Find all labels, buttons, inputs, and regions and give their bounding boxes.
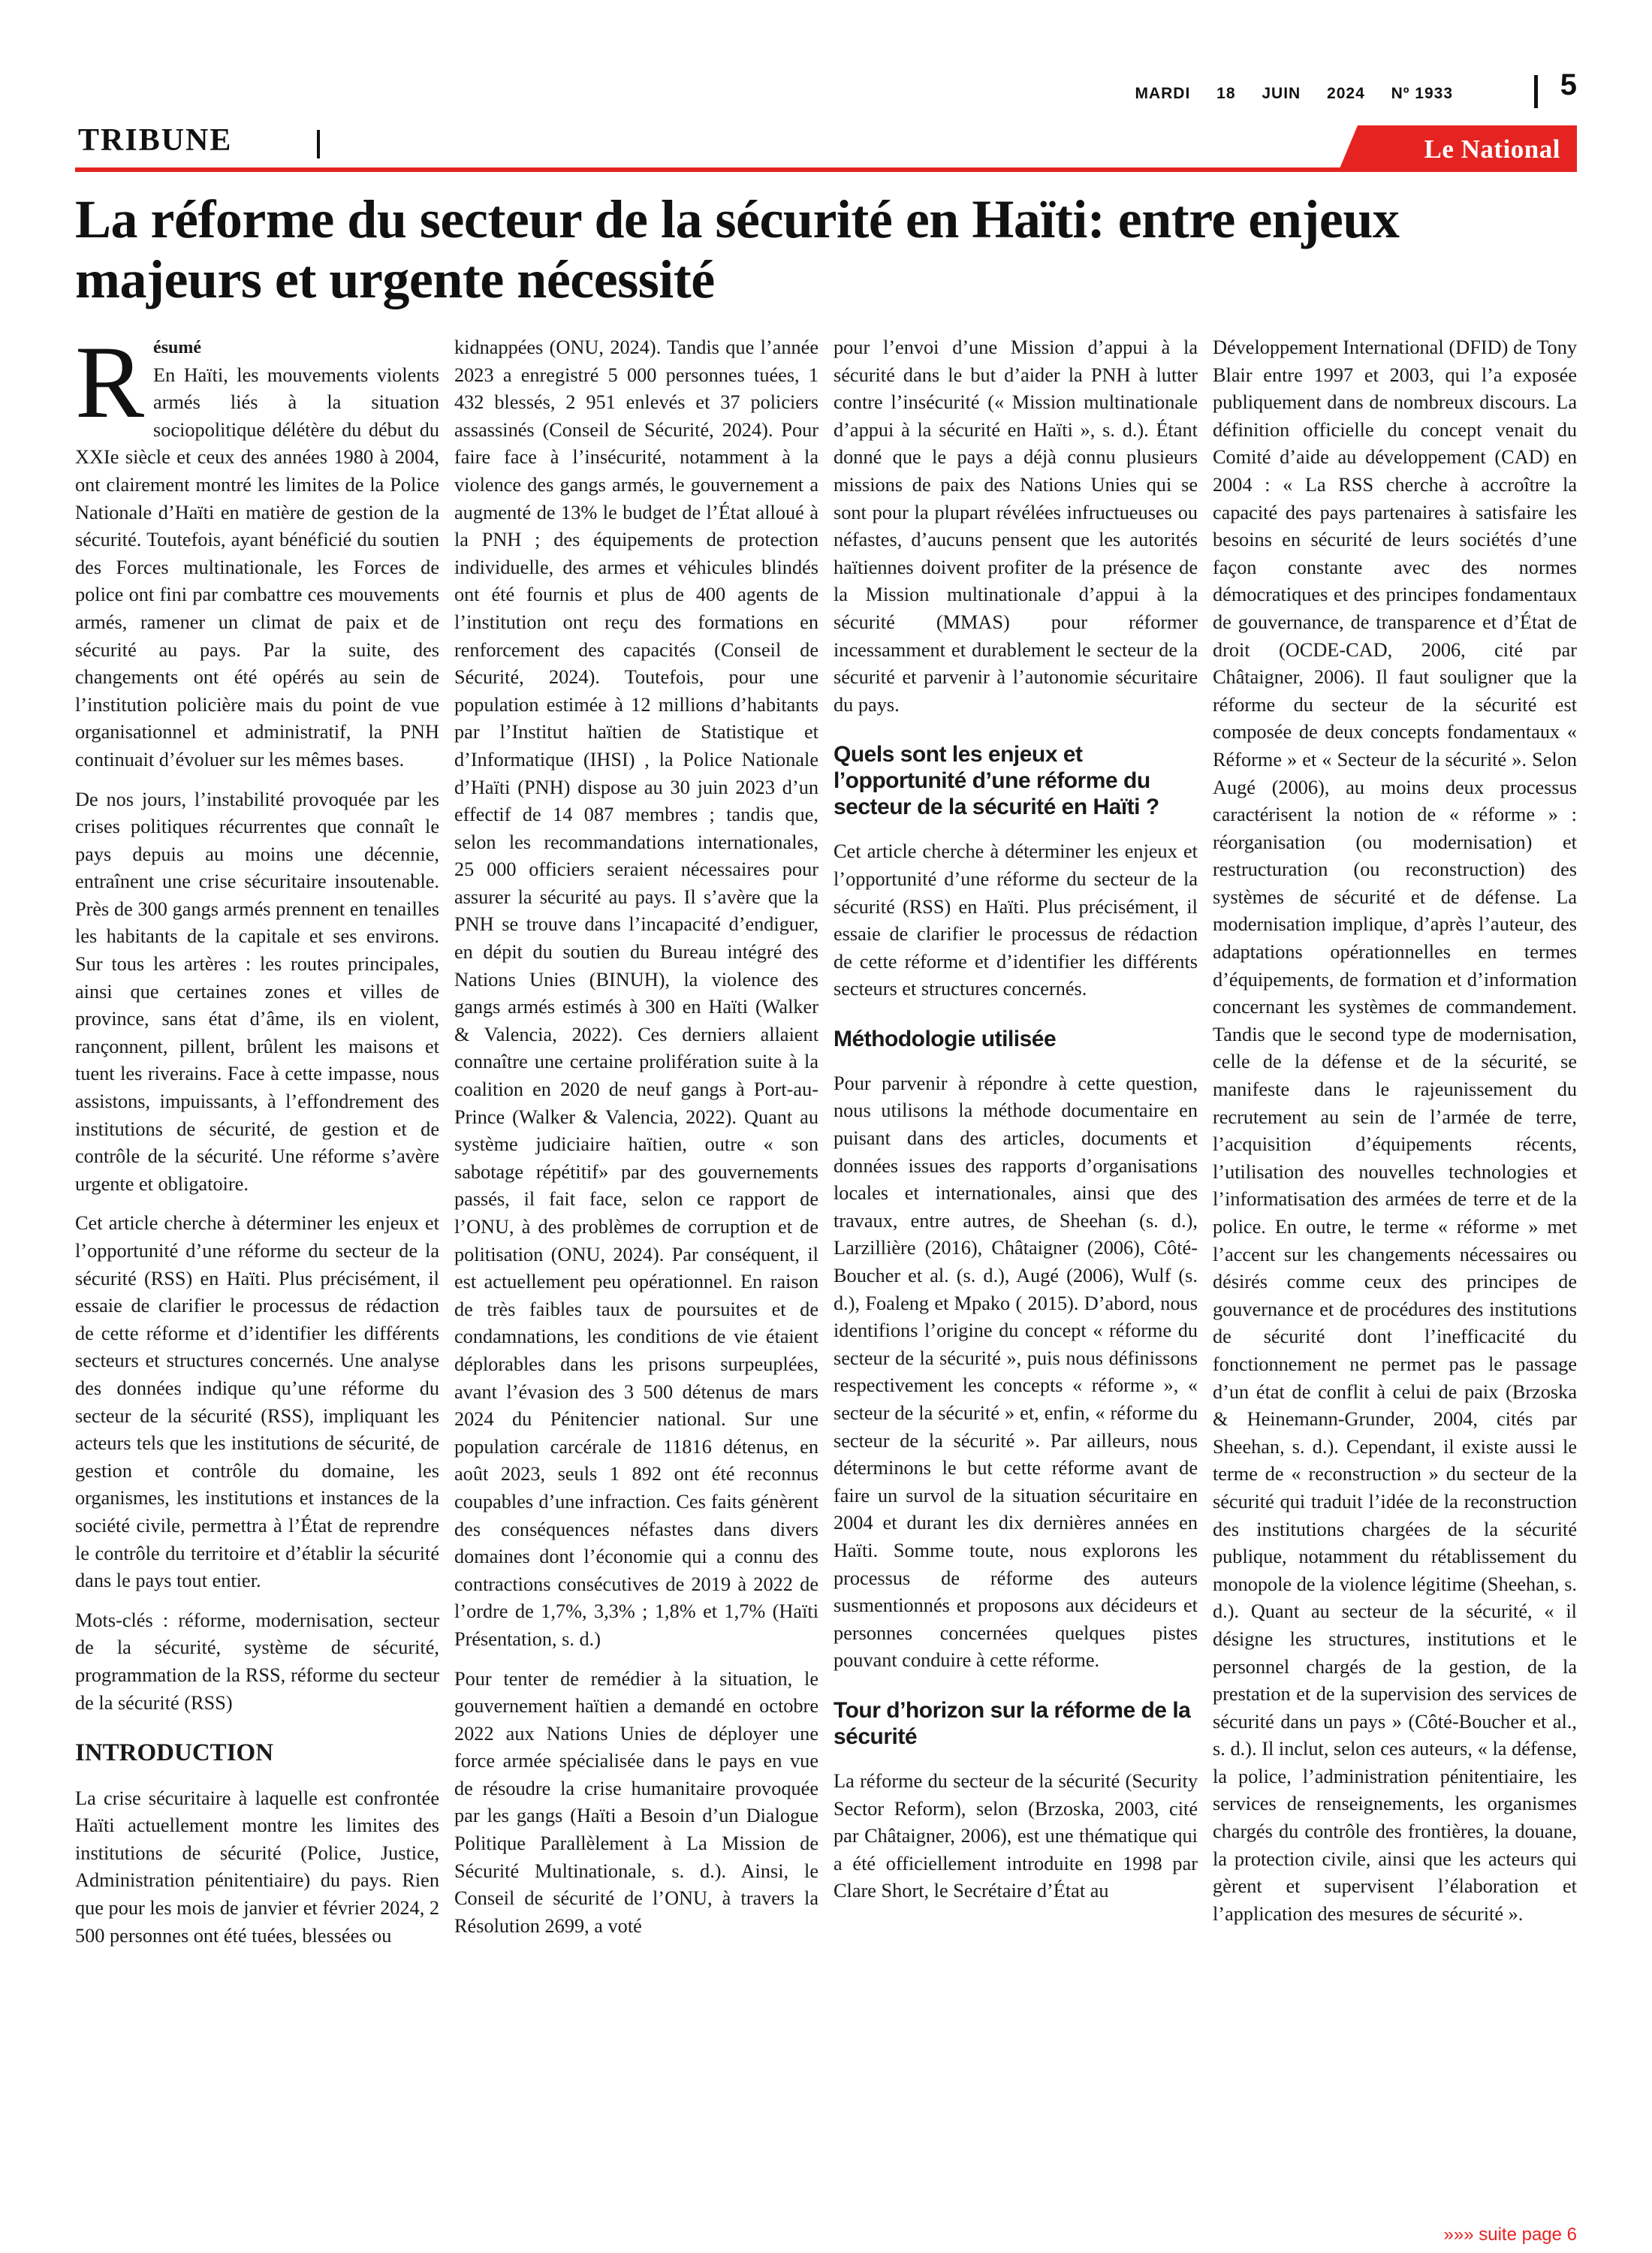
- subheading-enjeux: Quels sont les enjeux et l’opportunité d’une réforme du secteur de la sécurité en Haïti ?: [834, 742, 1159, 820]
- issue-number: Nº 1933: [1391, 85, 1453, 102]
- article-headline: La réforme du secteur de la sécurité en Haïti: entre enjeux majeurs et urgente nécessité: [75, 189, 1400, 309]
- continued-on-page: »»» suite page 6: [1443, 2224, 1577, 2245]
- article-column-4: [1213, 334, 1577, 1940]
- issue-day: MARDI: [1135, 85, 1191, 102]
- issue-date-line: [1114, 85, 1453, 103]
- section-title: TRIBUNE: [78, 123, 233, 158]
- page-number: 5: [1560, 68, 1577, 101]
- body-paragraph: La réforme du secteur de la sécurité (Security Sector Reform), selon (Brzoska, 2003, cité par Châtaigner, 2006), est une thématique qui a été officiellement introduite en 1998 par Clare Short, le Secrétaire d’État au: [834, 1769, 1198, 1902]
- body-paragraph: Pour tenter de remédier à la situation, le gouvernement haïtien a demandé en octobre 2022 aux Nations Unies de déployer une force armée spécialisée dans le pays en vue de résoudre la crise humanitaire provoquée par les gangs (Haïti a Besoin d’un Dialogue Politique Parallèlement à La Mission de Sécurité Multinationale, s. d.). Ainsi, le Conseil de sécurité de l’ONU, à travers la Résolution 2699, a voté: [454, 1667, 818, 1937]
- introduction-paragraph: La crise sécuritaire à laquelle est confrontée Haïti actuellement montre les limites des institutions de sécurité (Police, Justice, Administration pénitentiaire) du pays. Rien que pour les mois de janvier et février 2024, 2 500 personnes ont été tuées, blessées ou: [75, 1787, 439, 1947]
- article-column-1: [75, 324, 439, 1962]
- body-paragraph: Pour parvenir à répondre à cette question, nous utilisons la méthode documentaire en puisant dans des articles, documents et données issues des rapports d’organisations locales et internationales, ainsi que des travaux, entre autres, de Sheehan (s. d.), Larzillière (2016), Châtaigner (2006), Côté-Boucher et al. (s. d.), Augé (2006), Wulf (s. d.), Foaleng et Mpako ( 2015). D’abord, nous identifions l’origine du concept « réforme du secteur de la sécurité », puis nous définissons respectivement les concepts « réforme », « secteur de la sécurité » et, enfin, « réforme du secteur de la sécurité ». Par ailleurs, nous déterminons le but cette réforme avant de faire un survol de la situation sécuritaire en 2004 et durant les dix dernières années en Haïti. Somme toute, nous explorons les processus de réforme des auteurs susmentionnés et proposons aux décideurs et personnes concernées quelques pistes pouvant conduire à cette réforme.: [834, 1072, 1198, 1672]
- masthead: [75, 68, 1577, 176]
- body-paragraph: kidnappées (ONU, 2024). Tandis que l’année 2023 a enregistré 5 000 personnes tuées, 1 432 blessés, 2 951 enlevés et 37 policiers assassinés (Conseil de Sécurité, 2024). Pour faire face à l’insécurité, notamment à la violence des gangs armés, le gouvernement a augmenté de 13% le budget de l’État alloué à la PNH ; des équipements de protection individuelle, des armes et véhicules blindés ont été fournis et plus de 400 agents de l’institution ont reçu des formations en renforcement des capacités (Conseil de Sécurité, 2024). Toutefois, pour une population estimée à 12 millions d’habitants par l’Institut haïtien de Statistique et d’Informatique (IHSI) , la Police Nationale d’Haïti (PNH) dispose au 30 juin 2023 d’un effectif de 14 087 membres ; tandis que, selon les recommandations internationales, 25 000 officiers seraient nécessaires pour assurer la sécurité au pays. Il s’avère que la PNH se trouve dans l’incapacité d’endiguer, en dépit du soutien du Bureau intégré des Nations Unies (BINUH), la violence des gangs armés estimés à 300 en Haïti (Walker & Valencia, 2022). Ces derniers allaient connaître une certaine prolifération suite à la coalition en 2020 de neuf gangs à Port-au-Prince (Walker & Valencia, 2022). Quant au système judiciaire haïtien, outre « son sabotage répétitif» par des gouvernements passés, il fait face, selon ce rapport de l’ONU, à des problèmes de corruption et de politisation (ONU, 2024). Par conséquent, il est actuellement peu opérationnel. En raison de très faibles taux de poursuites et de condamnations, les conditions de vie étaient déplorables dans les prisons surpeuplées, avant l’évasion des 3 500 détenus de mars 2024 du Pénitencier national. Sur une population carcérale de 11816 détenus, en août 2023, seuls 1 892 ont été reconnus coupables d’une infraction. Ces faits génèrent des conséquences néfastes dans divers domaines dont l’économie qui a connu des contractions consécutives de 2019 à 2022 de l’ordre de 1,7%, 3,3% ; 1,8% et 1,7% (Haïti Présentation, s. d.): [454, 336, 818, 1650]
- subheading-methodologie: Méthodologie utilisée: [834, 1026, 1057, 1051]
- abstract-paragraph-1: En Haïti, les mouvements violents armés liés à la situation sociopolitique délétère du début du XXIe siècle et ceux des années 1980 à 2004, ont clairement montré les limites de la Police Nationale d’Haïti en matière de gestion de la sécurité. Toutefois, ayant bénéficié du soutien des Forces multinationale, les Forces de police ont fini par combattre ces mouvements armés, ramener un climat de paix et de sécurité au pays. Par la suite, des changements ont été opérés au sein de l’institution policière mais du point de vue organisationnel et administratif, la PNH continuait d’évoluer sur les mêmes bases.: [75, 363, 439, 771]
- abstract-paragraph-2: De nos jours, l’instabilité provoquée par les crises politiques récurrentes que connaît le pays depuis au moins une décennie, entraînent une crise sécuritaire insoutenable. Près de 300 gangs armés prennent en tenailles les habitants de la capitale et ses environs. Sur tous les artères : les routes principales, ainsi que certaines zones et villes de province, sans état d’âme, ils en violent, rançonnent, pillent, brûlent les maisons et tuent les riverains. Face à cette impasse, nous assistons, impuissants, à l’effondrement des institutions de sécurité, de gestion et de contrôle de la sécurité. Une réforme s’avère urgente et obligatoire.: [75, 788, 439, 1195]
- subheading-tour-horizon: Tour d’horizon sur la réforme de la sécurité: [834, 1697, 1191, 1749]
- article-column-2: [454, 334, 818, 1952]
- section-divider: [317, 130, 320, 158]
- issue-year: 2024: [1327, 85, 1365, 102]
- body-paragraph: pour l’envoi d’une Mission d’appui à la sécurité dans le but d’aider la PNH à lutter contre l’insécurité (« Mission multinationale d’appui à la sécurité en Haïti », s. d.). Étant donné que le pays a déjà connu plusieurs missions de paix des Nations Unies qui se sont pour la plupart révélées infructueuses ou néfastes, d’aucuns pensent que les autorités haïtiennes doivent profiter de la présence de la Mission multinationale d’appui à la sécurité (MMAS) pour réformer incessamment et durablement le secteur de la sécurité et parvenir à l’autonomie sécuritaire du pays.: [834, 336, 1198, 716]
- publication-name: Le National: [1424, 134, 1560, 164]
- introduction-heading: INTRODUCTION: [75, 1739, 274, 1767]
- body-paragraph: Développement International (DFID) de Tony Blair entre 1997 et 2003, qui l’a exposée publiquement dans de nombreux discours. La définition officielle du concept venait du Comité d’aide au développement (CAD) en 2004 : « La RSS cherche à accroître la capacité des pays partenaires à satisfaire les besoins en sécurité de leurs sociétés d’une façon constante avec des normes démocratiques et des principes fondamentaux de gouvernance, de transparence et d’État de droit (OCDE-CAD, 2006, cité par Châtaigner, 2006). Il faut souligner que la réforme du secteur de la sécurité est composée de deux concepts fondamentaux « Réforme » et « Secteur de la sécurité ». Selon Augé (2006), au moins deux processus caractérisent la notion de « réforme » : réorganisation (ou modernisation) et restructuration (ou reconstruction) des systèmes de sécurité et de défense. La modernisation implique, d’après l’auteur, des adaptations opérationnelles en termes d’équipements, de formation et d’information concernant les systèmes de commandement. Tandis que le second type de modernisation, celle de la défense et de la sécurité, se manifeste dans le rajeunissement du recrutement au sein de l’armée de terre, l’acquisition d’équipements récents, l’utilisation des nouvelles technologies et l’informatisation des armées de terre et de la police. En outre, le terme « réforme » met l’accent sur les changements nécessaires ou désirés comme ceux des principes de gouvernance et de procédures des institutions de sécurité dont l’inefficacité du fonctionnement ne permet pas le passage d’un état de conflit à celui de paix (Brzoska & Heinemann-Grunder, 2004, cités par Sheehan, s. d.). Cependant, il existe aussi le terme de « reconstruction » du secteur de la sécurité qui traduit l’idée de la reconstruction des institutions chargées de la sécurité publique, notamment du rétablissement du monopole de la violence légitime (Sheehan, s. d.). Quant au secteur de la sécurité, « il désigne les structures, institutions et le personnel chargés de la gestion, de la prestation et de la supervision des services de sécurité dans un pays » (Côté-Boucher et al., s. d.). Il inclut, selon ces auteurs, « la défense, la police, l’administration pénitentiaire, les services de renseignements, les organismes chargés du contrôle des frontières, la douane, la protection civile, ainsi que les acteurs qui gèrent et supervisent l’élaboration et l’application des mesures de sécurité ».: [1213, 336, 1577, 1925]
- body-paragraph: Cet article cherche à déterminer les enjeux et l’opportunité d’une réforme du secteur de la sécurité (RSS) en Haïti. Plus précisément, il essaie de clarifier le processus de rédaction de cette réforme et d’identifier les différents secteurs et structures concernés.: [834, 840, 1198, 1000]
- abstract-label: ésumé: [153, 338, 202, 357]
- drop-cap: R: [75, 324, 145, 439]
- issue-date: 18: [1216, 85, 1236, 102]
- abstract-paragraph-3: Cet article cherche à déterminer les enjeux et l’opportunité d’une réforme du secteur de la sécurité (RSS) en Haïti. Plus précisément, il essaie de clarifier le processus de rédaction de cette réforme et d’identifier les différents secteurs et structures concernés. Une analyse des données indique qu’une réforme du secteur de la sécurité (RSS), impliquant les acteurs tels que les institutions de sécurité, de gestion et contrôle du domaine, les organismes, les institutions et instances de la société civile, permettra à l’État de reprendre le contrôle du territoire et d’établir la sécurité dans le pays tout entier.: [75, 1212, 439, 1592]
- article-column-3: [834, 334, 1198, 1917]
- page-number-divider: [1534, 75, 1538, 108]
- issue-month: JUIN: [1262, 85, 1301, 102]
- keywords: Mots-clés : réforme, modernisation, secteur de la sécurité, système de sécurité, programmation de la RSS, réforme du secteur de la sécurité (RSS): [75, 1609, 439, 1714]
